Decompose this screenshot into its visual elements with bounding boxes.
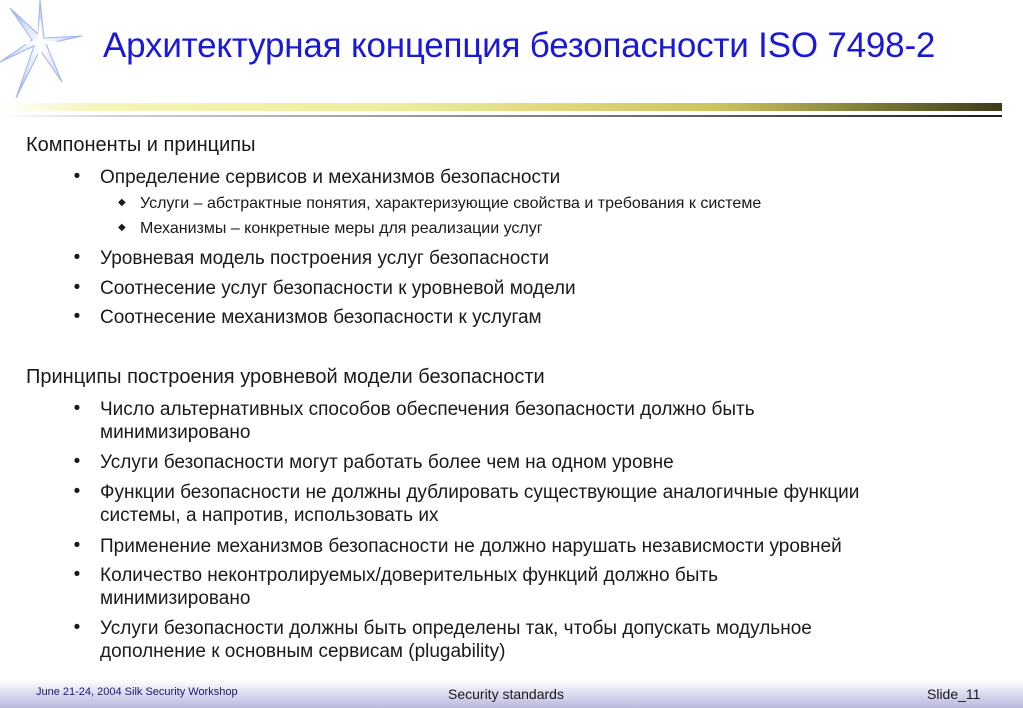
list-item-line: Число альтернативных способов обеспечения безопасности должно быть — [100, 399, 755, 420]
list-item-line: минимизировано — [100, 588, 251, 609]
list-item-text: Соотнесение механизмов безопасности к услугам — [100, 307, 542, 328]
sub-list-item-text: Услуги – абстрактные понятия, характеризующие свойства и требования к системе — [140, 195, 762, 212]
title-rule-band — [0, 103, 1002, 111]
list-item-line: Услуги безопасности могут работать более чем на одном уровне — [100, 452, 674, 473]
list-item-line: дополнение к основным сервисам (plugability) — [100, 641, 506, 662]
bullet-icon: • — [73, 535, 81, 556]
list-item-line: Применение механизмов безопасности не должно нарушать независмости уровней — [100, 536, 842, 557]
sub-list-item-text: Механизмы – конкретные меры для реализации услуг — [140, 220, 543, 237]
bullet-icon: • — [73, 617, 81, 638]
list-item-line: Услуги безопасности должны быть определены так, чтобы допускать модульное — [100, 618, 812, 639]
footer-topic: Security standards — [448, 686, 564, 702]
title-rule-line — [0, 115, 1002, 117]
bullet-icon: • — [73, 564, 81, 585]
section-heading-principles: Принципы построения уровневой модели безопасности — [26, 366, 545, 388]
list-item-text: Определение сервисов и механизмов безопасности — [100, 167, 561, 188]
bullet-icon: • — [73, 451, 81, 472]
bullet-icon: • — [73, 247, 81, 268]
list-item-line: Функции безопасности не должны дублировать существующие аналогичные функции — [100, 482, 860, 503]
slide-number: Slide_11 — [927, 686, 981, 702]
bullet-icon: • — [73, 481, 81, 502]
slide-title: Архитектурная концепция безопасности ISO 7498-2 — [103, 26, 936, 65]
section-heading-components: Компоненты и принципы — [26, 134, 256, 156]
list-item-line: минимизировано — [100, 422, 251, 443]
list-item-text: Соотнесение услуг безопасности к уровневой модели — [100, 278, 576, 299]
bullet-icon: • — [73, 166, 81, 187]
sparkle-star-icon — [0, 0, 90, 100]
bullet-icon: • — [73, 398, 81, 419]
diamond-bullet-icon: ◆ — [118, 222, 126, 233]
diamond-bullet-icon: ◆ — [118, 197, 126, 208]
bullet-icon: • — [73, 306, 81, 327]
list-item-line: Количество неконтролируемых/доверительных функций должно быть — [100, 565, 719, 586]
list-item-line: системы, а напротив, использовать их — [100, 505, 439, 526]
bullet-icon: • — [73, 277, 81, 298]
list-item-text: Уровневая модель построения услуг безопасности — [100, 248, 550, 269]
footer-event: June 21-24, 2004 Silk Security Workshop — [36, 686, 238, 698]
